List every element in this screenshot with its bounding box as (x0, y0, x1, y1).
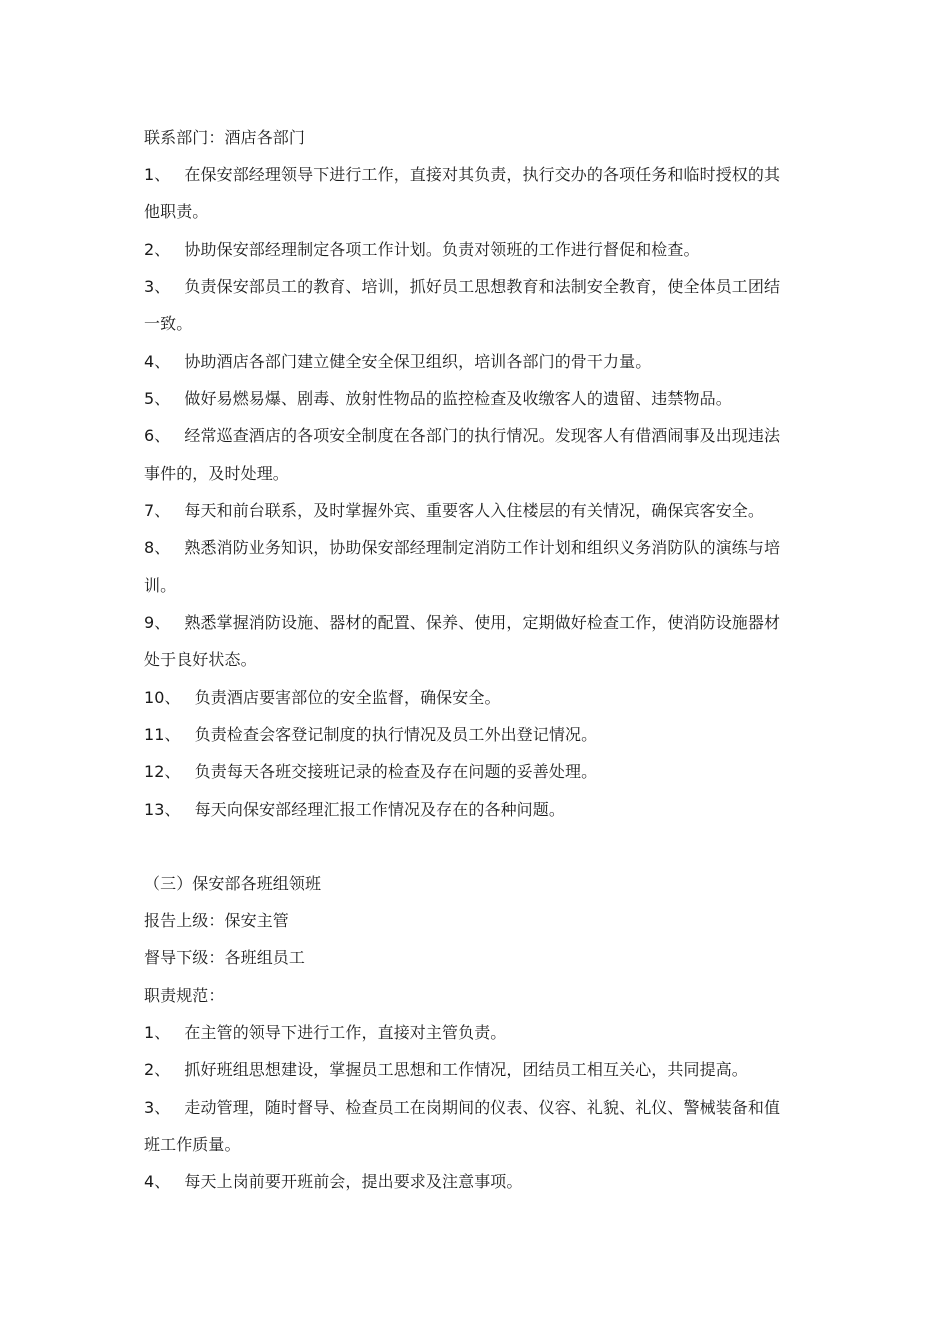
duty-item-1-cont: 他职责。 (144, 202, 209, 221)
duty-item-3 (144, 277, 814, 297)
duty-item-4 (144, 352, 814, 372)
duty-number: 7、 (144, 501, 171, 520)
duty-number: 5、 (144, 389, 171, 408)
duty-text: 负责检查会客登记制度的执行情况及员工外出登记情况。 (194, 725, 598, 744)
leader-duty-item-2 (144, 1060, 814, 1080)
duty-text: 每天和前台联系，及时掌握外宾、重要客人入住楼层的有关情况，确保宾客安全。 (184, 501, 764, 520)
section-heading: （三）保安部各班组领班 (144, 874, 322, 893)
duty-number: 3、 (144, 1098, 171, 1117)
duty-item-9 (144, 613, 814, 633)
duty-text: 每天上岗前要开班前会，提出要求及注意事项。 (184, 1172, 523, 1191)
duty-text: 负责保安部员工的教育、培训，抓好员工思想教育和法制安全教育，使全体员工团结 (184, 277, 781, 296)
duty-text: 做好易燃易爆、剧毒、放射性物品的监控检查及收缴客人的遗留、违禁物品。 (184, 389, 732, 408)
duty-number: 1、 (144, 1023, 171, 1042)
duty-text: 协助保安部经理制定各项工作计划。负责对领班的工作进行督促和检查。 (184, 240, 700, 259)
duty-text: 在主管的领导下进行工作，直接对主管负责。 (184, 1023, 507, 1042)
duty-item-2 (144, 240, 814, 260)
duty-text: 每天向保安部经理汇报工作情况及存在的各种问题。 (194, 800, 565, 819)
duty-text: 走动管理，随时督导、检查员工在岗期间的仪表、仪容、礼貌、礼仪、警械装备和值 (184, 1098, 781, 1117)
duty-number: 4、 (144, 1172, 171, 1191)
duty-text: 抓好班组思想建设，掌握员工思想和工作情况，团结员工相互关心，共同提高。 (184, 1060, 748, 1079)
leader-duty-item-3 (144, 1098, 814, 1118)
leader-duty-item-3-cont: 班工作质量。 (144, 1135, 241, 1154)
duty-number: 13、 (144, 800, 181, 819)
duty-number: 4、 (144, 352, 171, 371)
duty-text: 在保安部经理领导下进行工作，直接对其负责，执行交办的各项任务和临时授权的其 (184, 165, 781, 184)
duty-text: 负责每天各班交接班记录的检查及存在问题的妥善处理。 (194, 762, 598, 781)
duty-item-8 (144, 538, 814, 558)
duty-item-6-cont: 事件的，及时处理。 (144, 464, 289, 483)
duty-item-1 (144, 165, 814, 185)
duty-text: 协助酒店各部门建立健全安全保卫组织，培训各部门的骨干力量。 (184, 352, 652, 371)
leader-duty-item-1 (144, 1023, 814, 1043)
duty-number: 2、 (144, 1060, 171, 1079)
duty-item-7 (144, 501, 814, 521)
duty-number: 10、 (144, 688, 181, 707)
duties-label: 职责规范： (144, 986, 225, 1005)
duty-number: 3、 (144, 277, 171, 296)
duty-number: 9、 (144, 613, 171, 632)
duty-text: 经常巡查酒店的各项安全制度在各部门的执行情况。发现客人有借酒闹事及出现违法 (184, 426, 781, 445)
duty-number: 6、 (144, 426, 171, 445)
duty-number: 8、 (144, 538, 171, 557)
duty-text: 熟悉掌握消防设施、器材的配置、保养、使用，定期做好检查工作，使消防设施器材 (184, 613, 781, 632)
duty-item-10 (144, 688, 814, 708)
duty-text: 负责酒店要害部位的安全监督，确保安全。 (194, 688, 501, 707)
duty-item-13 (144, 800, 814, 820)
supervise-line: 督导下级：各班组员工 (144, 948, 306, 967)
duty-number: 12、 (144, 762, 181, 781)
duty-number: 2、 (144, 240, 171, 259)
report-to-line: 报告上级：保安主管 (144, 911, 289, 930)
duty-item-9-cont: 处于良好状态。 (144, 650, 257, 669)
duty-item-5 (144, 389, 814, 409)
duty-item-12 (144, 762, 814, 782)
duty-number: 1、 (144, 165, 171, 184)
contact-line: 联系部门：酒店各部门 (144, 128, 306, 147)
duty-item-8-cont: 训。 (144, 576, 177, 595)
duty-number: 11、 (144, 725, 181, 744)
duty-item-3-cont: 一致。 (144, 314, 193, 333)
duty-item-11 (144, 725, 814, 745)
duty-item-6 (144, 426, 814, 446)
leader-duty-item-4 (144, 1172, 814, 1192)
duty-text: 熟悉消防业务知识，协助保安部经理制定消防工作计划和组织义务消防队的演练与培 (184, 538, 781, 557)
